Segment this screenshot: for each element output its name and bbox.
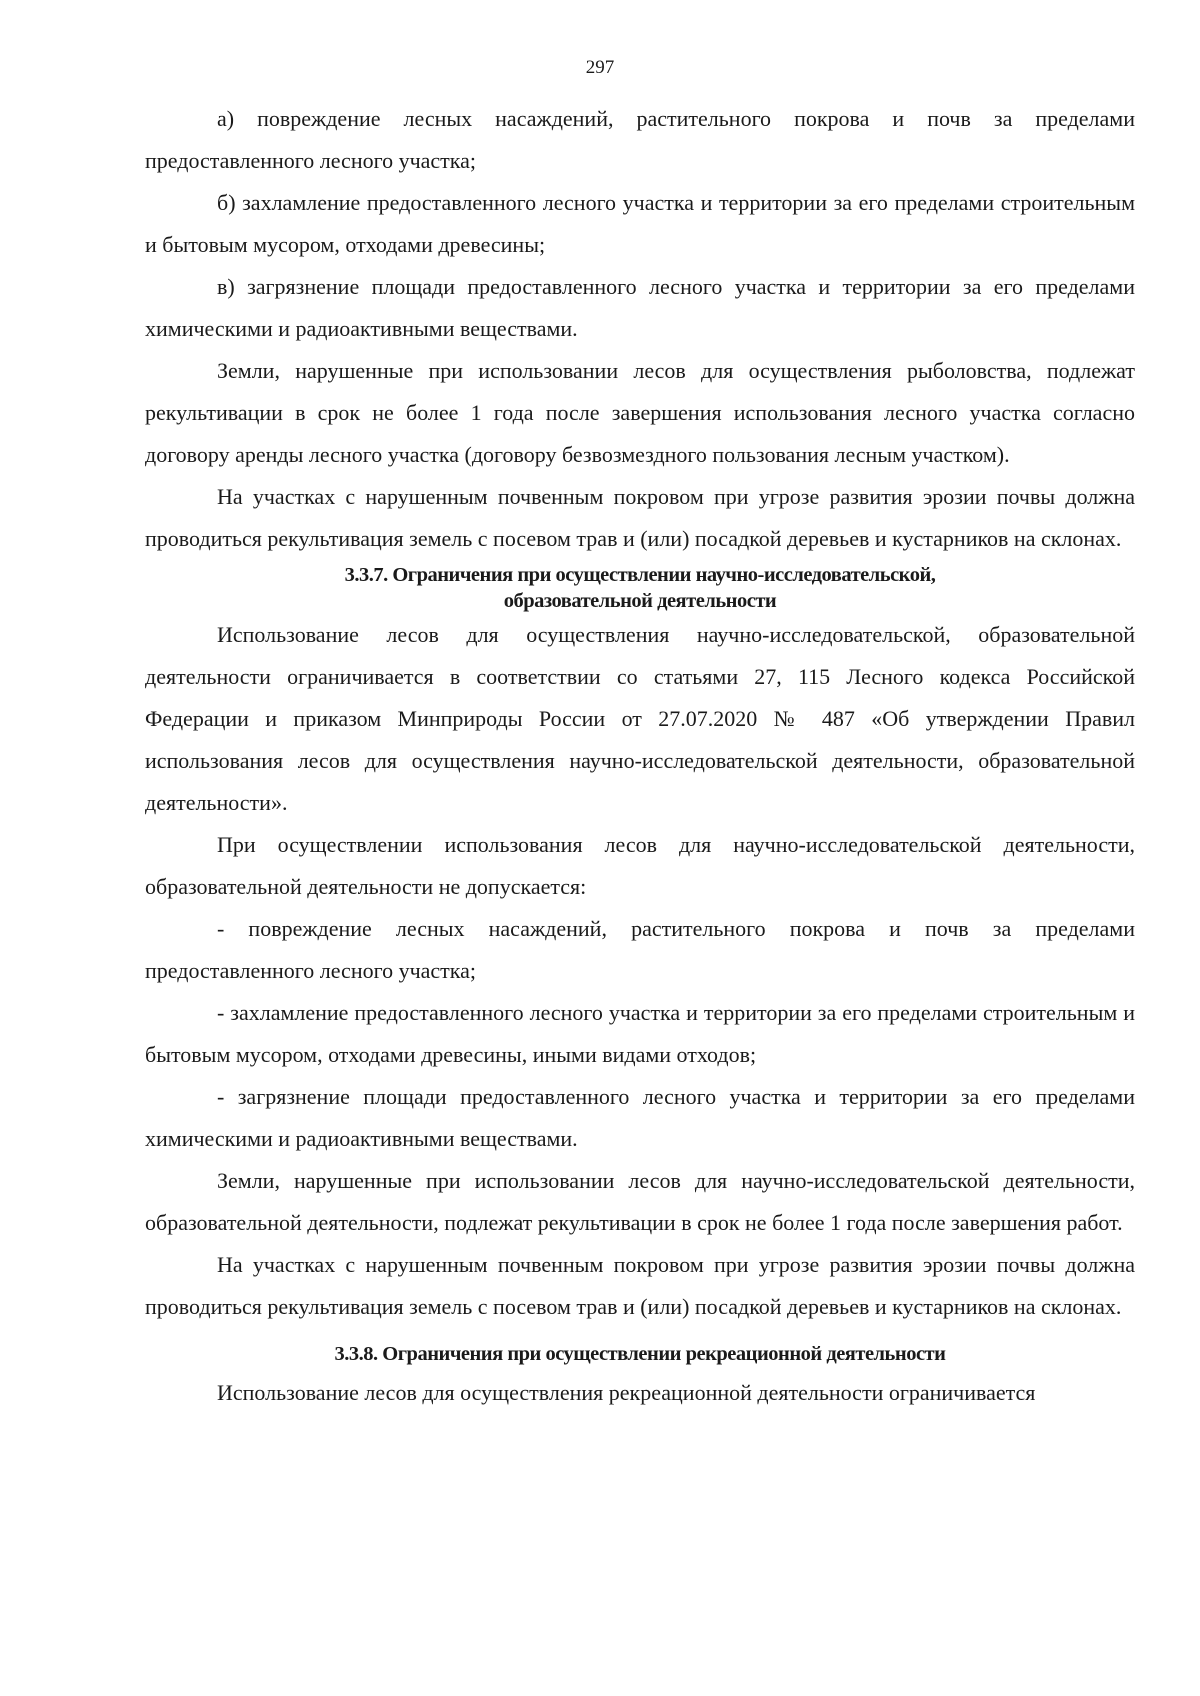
paragraph: На участках с нарушенным почвенным покровом при угрозе развития эрозии почвы должна проводиться рекультивация земель с посевом трав и (или) посадкой деревьев и кустарников на склонах. (145, 484, 1135, 551)
page-number: 297 (585, 57, 615, 78)
paragraph: Земли, нарушенные при использовании лесов для научно-исследовательской деятельности, образовательной деятельности, подлежат рекультивации в срок не более 1 года после завершения работ. (145, 1168, 1135, 1235)
paragraph: Использование лесов для осуществления научно-исследовательской, образовательной деятельности ограничивается в соответствии со статьями 27, 115 Лесного кодекса Российской Федерации и приказом Минприроды России от 27.07.2020 № 487 «Об утверждении Правил использования лесов для осуществления научно-исследовательской деятельности, образовательной деятельности». (145, 622, 1135, 815)
section-heading-3-3-8: 3.3.8. Ограничения при осуществлении рекреационной деятельности (334, 1343, 946, 1365)
paragraph: При осуществлении использования лесов для научно-исследовательской деятельности, образовательной деятельности не допускается: (145, 832, 1135, 899)
section-heading-line: образовательной деятельности (503, 590, 777, 612)
document-body (145, 98, 1135, 1414)
list-item: - повреждение лесных насаждений, растительного покрова и почв за пределами предоставленного лесного участка; (145, 916, 1135, 983)
list-item: б) захламление предоставленного лесного участка и территории за его пределами строительным и бытовым мусором, отходами древесины; (145, 190, 1135, 257)
list-item: а) повреждение лесных насаждений, растительного покрова и почв за пределами предоставленного лесного участка; (145, 106, 1135, 173)
section-heading-3-3-7 (145, 562, 1135, 614)
paragraph: На участках с нарушенным почвенным покровом при угрозе развития эрозии почвы должна проводиться рекультивация земель с посевом трав и (или) посадкой деревьев и кустарников на склонах. (145, 1252, 1135, 1319)
list-item: в) загрязнение площади предоставленного лесного участка и территории за его пределами химическими и радиоактивными веществами. (145, 274, 1135, 341)
list-item: - загрязнение площади предоставленного лесного участка и территории за его пределами химическими и радиоактивными веществами. (145, 1084, 1135, 1151)
section-heading-line: 3.3.7. Ограничения при осуществлении научно-исследовательской, (344, 564, 936, 586)
paragraph: Земли, нарушенные при использовании лесов для осуществления рыболовства, подлежат рекультивации в срок не более 1 года после завершения использования лесного участка согласно договору аренды лесного участка (договору безвозмездного пользования лесным участком). (145, 358, 1135, 467)
paragraph: Использование лесов для осуществления рекреационной деятельности ограничивается (217, 1380, 1036, 1405)
list-item: - захламление предоставленного лесного участка и территории за его пределами строительным и бытовым мусором, отходами древесины, иными видами отходов; (145, 1000, 1135, 1067)
